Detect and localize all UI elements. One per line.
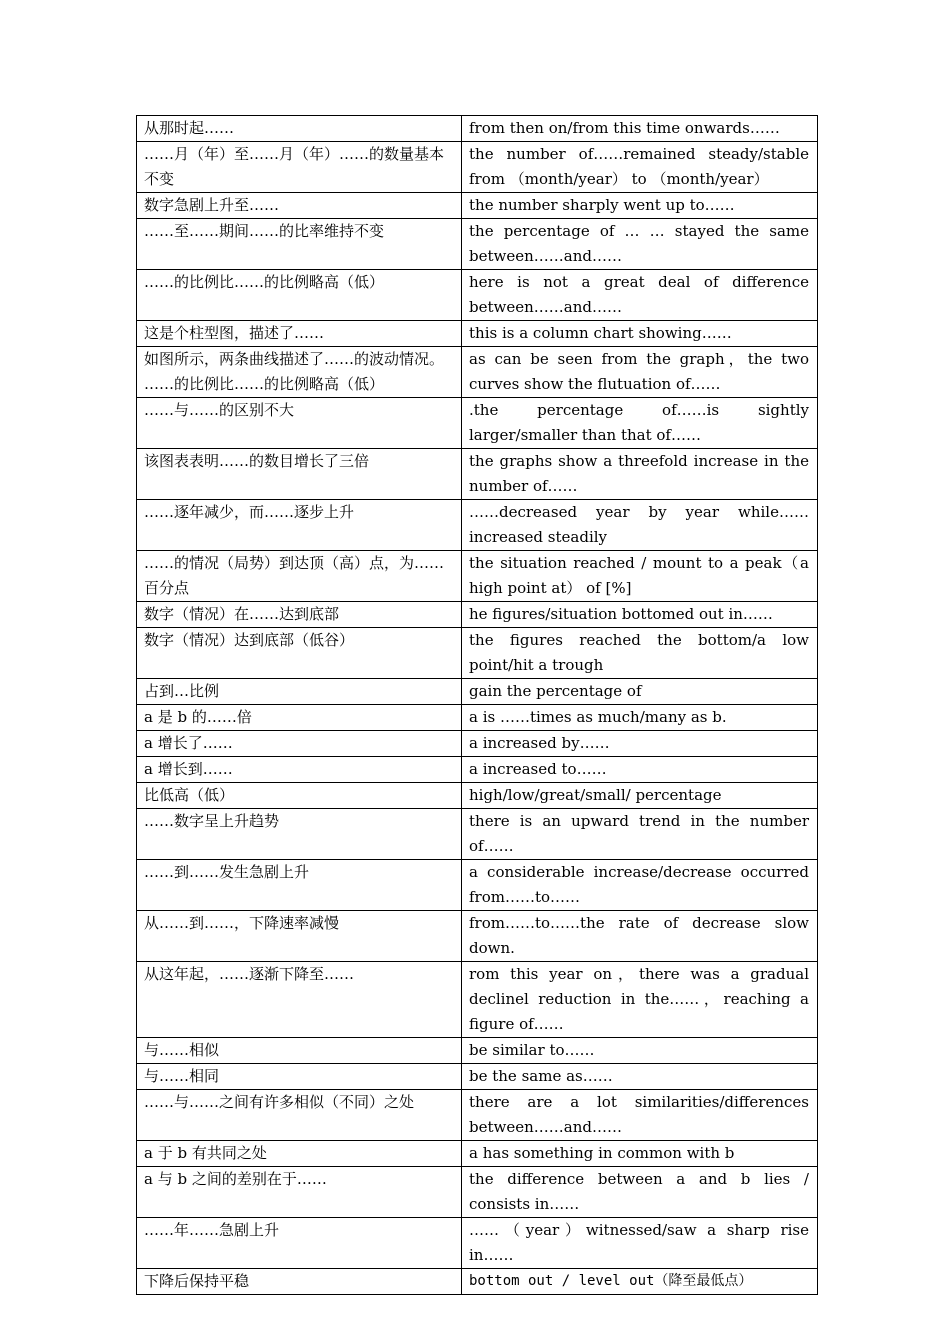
chinese-phrase-cell xyxy=(137,347,462,398)
chinese-phrase: ……与……的区别不大 xyxy=(137,398,462,449)
table-row xyxy=(137,1269,818,1295)
table-row xyxy=(137,783,818,809)
table-row xyxy=(137,809,818,860)
english-phrase: ……（year）witnessed/saw a sharp rise in…… xyxy=(462,1218,818,1269)
english-phrase: he figures/situation bottomed out in…… xyxy=(462,602,818,628)
table-row xyxy=(137,500,818,551)
chinese-phrase: 从这年起，……逐渐下降至…… xyxy=(137,962,462,1038)
table-row xyxy=(137,705,818,731)
english-phrase: the graphs show a threefold increase in the number of…… xyxy=(462,449,818,500)
chinese-phrase: a 与 b 之间的差别在于…… xyxy=(137,1167,462,1218)
table-row xyxy=(137,1218,818,1269)
english-phrase: bottom out / level out（降至最低点） xyxy=(462,1269,818,1295)
english-phrase: the figures reached the bottom/a low point/hit a trough xyxy=(462,628,818,679)
english-phrase: the difference between a and b lies / consists in…… xyxy=(462,1167,818,1218)
english-phrase: be similar to…… xyxy=(462,1038,818,1064)
english-phrase: as can be seen from the graph，the two curves show the flutuation of…… xyxy=(462,347,818,398)
table-row xyxy=(137,757,818,783)
chinese-phrase: a 增长了…… xyxy=(137,731,462,757)
chinese-phrase-secondary: ……的比例比……的比例略高（低） xyxy=(144,375,385,393)
chinese-phrase: ……的情况（局势）到达顶（高）点，为……百分点 xyxy=(137,551,462,602)
chinese-phrase: 下降后保持平稳 xyxy=(137,1269,462,1295)
english-phrase: a has something in common with b xyxy=(462,1141,818,1167)
english-phrase: .the percentage of……is sightly larger/smaller than that of…… xyxy=(462,398,818,449)
chinese-phrase: ……逐年减少，而……逐步上升 xyxy=(137,500,462,551)
english-phrase: a is ……times as much/many as b. xyxy=(462,705,818,731)
table-row xyxy=(137,270,818,321)
chinese-phrase: 从……到……，下降速率减慢 xyxy=(137,911,462,962)
chinese-phrase: ……的比例比……的比例略高（低） xyxy=(137,270,462,321)
chinese-phrase: a 于 b 有共同之处 xyxy=(137,1141,462,1167)
english-phrase: there is an upward trend in the number of…… xyxy=(462,809,818,860)
table-row xyxy=(137,347,818,398)
english-phrase: be the same as…… xyxy=(462,1064,818,1090)
chinese-phrase: 比低高（低） xyxy=(137,783,462,809)
chinese-phrase: 占到…比例 xyxy=(137,679,462,705)
chinese-phrase: 如图所示，两条曲线描述了……的波动情况。 xyxy=(144,350,445,368)
english-phrase: a increased to…… xyxy=(462,757,818,783)
english-phrase: the number sharply went up to…… xyxy=(462,193,818,219)
chinese-phrase: ……数字呈上升趋势 xyxy=(137,809,462,860)
table-row xyxy=(137,602,818,628)
english-phrase: this is a column chart showing…… xyxy=(462,321,818,347)
table-row xyxy=(137,1141,818,1167)
table-row xyxy=(137,551,818,602)
english-phrase: gain the percentage of xyxy=(462,679,818,705)
table-row xyxy=(137,962,818,1038)
english-phrase: from……to……the rate of decrease slow down. xyxy=(462,911,818,962)
chinese-phrase: ……到……发生急剧上升 xyxy=(137,860,462,911)
table-row xyxy=(137,1090,818,1141)
chinese-phrase: 数字急剧上升至…… xyxy=(137,193,462,219)
english-phrase: from then on/from this time onwards…… xyxy=(462,116,818,142)
english-phrase: a considerable increase/decrease occurred from……to…… xyxy=(462,860,818,911)
english-phrase: here is not a great deal of difference between……and…… xyxy=(462,270,818,321)
chinese-phrase: 该图表表明……的数目增长了三倍 xyxy=(137,449,462,500)
table-row xyxy=(137,219,818,270)
english-phrase: a increased by…… xyxy=(462,731,818,757)
english-phrase: rom this year on，there was a gradual declinel reduction in the……，reaching a figure of…… xyxy=(462,962,818,1038)
chinese-phrase: a 是 b 的……倍 xyxy=(137,705,462,731)
english-phrase: there are a lot similarities/differences between……and…… xyxy=(462,1090,818,1141)
table-row xyxy=(137,193,818,219)
chinese-phrase: 与……相同 xyxy=(137,1064,462,1090)
table-row xyxy=(137,398,818,449)
table-row xyxy=(137,1167,818,1218)
english-phrase: the percentage of … … stayed the same between……and…… xyxy=(462,219,818,270)
chinese-phrase: ……至……期间……的比率维持不变 xyxy=(137,219,462,270)
english-phrase: high/low/great/small/ percentage xyxy=(462,783,818,809)
table-row xyxy=(137,449,818,500)
table-row xyxy=(137,860,818,911)
chinese-phrase: a 增长到…… xyxy=(137,757,462,783)
table-row xyxy=(137,628,818,679)
chinese-phrase: ……月（年）至……月（年）……的数量基本不变 xyxy=(137,142,462,193)
chinese-phrase: 数字（情况）在……达到底部 xyxy=(137,602,462,628)
chinese-phrase: 与……相似 xyxy=(137,1038,462,1064)
table-row xyxy=(137,731,818,757)
table-row xyxy=(137,142,818,193)
chinese-phrase: 从那时起…… xyxy=(137,116,462,142)
english-phrase: ……decreased year by year while……increased steadily xyxy=(462,500,818,551)
table-row xyxy=(137,911,818,962)
chinese-phrase: 数字（情况）达到底部（低谷） xyxy=(137,628,462,679)
chinese-phrase: ……与……之间有许多相似（不同）之处 xyxy=(137,1090,462,1141)
table-row xyxy=(137,116,818,142)
phrase-table xyxy=(136,115,818,1295)
english-phrase: the situation reached / mount to a peak（a high point at） of [%] xyxy=(462,551,818,602)
chinese-phrase: 这是个柱型图，描述了…… xyxy=(137,321,462,347)
table-row xyxy=(137,1038,818,1064)
table-row xyxy=(137,321,818,347)
chinese-phrase: ……年……急剧上升 xyxy=(137,1218,462,1269)
table-row xyxy=(137,679,818,705)
english-phrase: the number of……remained steady/stable from （month/year） to （month/year） xyxy=(462,142,818,193)
table-row xyxy=(137,1064,818,1090)
